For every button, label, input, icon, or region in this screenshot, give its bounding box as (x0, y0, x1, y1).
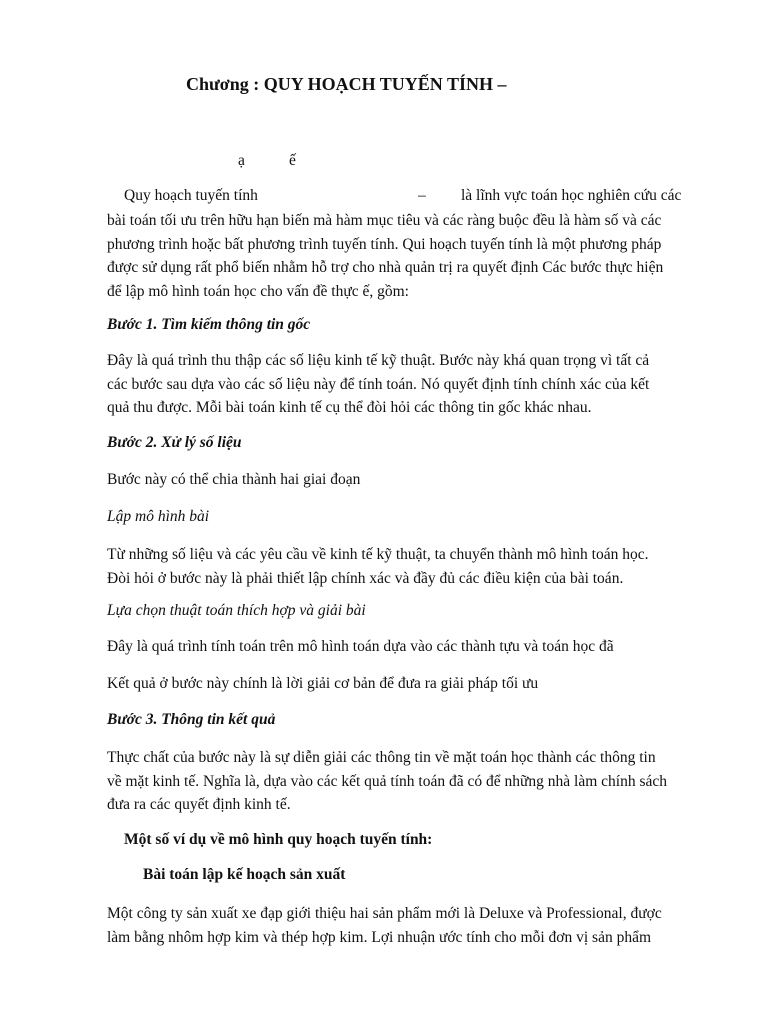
paragraph-line: quả thu được. Mỗi bài toán kinh tế cụ thể đòi hỏi các thông tin gốc khác nhau. (107, 399, 592, 416)
problem-paragraph (107, 902, 699, 949)
paragraph-line: làm bằng nhôm hợp kim và thép hợp kim. Lợi nhuận ước tính cho mỗi đơn vị sản phẩm (107, 928, 652, 946)
intro-term: Quy hoạch tuyến tính (124, 187, 258, 204)
step2-heading: Bước 2. Xử lý số liệu (107, 434, 242, 451)
paragraph-line: được sử dụng rất phổ biến nhằm hỗ trợ cho nhà quản trị ra quyết định Các bước thực hiện (107, 259, 664, 276)
step1-paragraph (107, 349, 699, 420)
paragraph-line: Đòi hỏi ở bước này là phải thiết lập chính xác và đầy đủ các điều kiện của bài toán. (107, 569, 624, 587)
step2-result-text: Kết quả ở bước này chính là lời giải cơ bản để đưa ra giải pháp tối ưu (107, 675, 539, 692)
paragraph-line: các bước sau dựa vào các số liệu này để tính toán. Nó quyết định tính chính xác của kết (107, 375, 650, 393)
paragraph-line: bài toán tối ưu trên hữu hạn biến mà hàm mục tiêu và các ràng buộc đều là hàm số và các (107, 212, 662, 229)
page-title: Chương : QUY HOẠCH TUYẾN TÍNH – (186, 74, 507, 94)
subtitle-fragment: ế (289, 152, 296, 169)
paragraph-line: Một công ty sản xuất xe đạp giới thiệu hai sản phẩm mới là Deluxe và Professional, được (107, 905, 662, 922)
subtitle-fragment: ạ (238, 152, 245, 169)
problem-heading: Bài toán lập kế hoạch sản xuất (143, 866, 346, 883)
intro-dash: – (418, 187, 426, 204)
step2-subheading-model: Lập mô hình bài (107, 508, 210, 525)
paragraph-line: Từ những số liệu và các yêu cầu về kinh tế kỹ thuật, ta chuyển thành mô hình toán học. (107, 546, 649, 563)
paragraph-line: để lập mô hình toán học cho vấn đề thực ế, gồm: (107, 282, 409, 300)
paragraph-line: đưa ra các quyết định kinh tế. (107, 796, 291, 813)
paragraph-line: Thực chất của bước này là sự diễn giải các thông tin về mặt toán học thành các thông tin (107, 749, 656, 766)
step2-intro: Bước này có thể chia thành hai giai đoạn (107, 471, 361, 488)
intro-text-start: là lĩnh vực toán học nghiên cứu các (461, 187, 682, 204)
step2-algorithm-text: Đây là quá trình tính toán trên mô hình toán dựa vào các thành tựu và toán học đã (107, 638, 614, 655)
step2-model-paragraph (107, 543, 699, 590)
paragraph-line: về mặt kinh tế. Nghĩa là, dựa vào các kết quả tính toán đã có để những nhà làm chính sách (107, 772, 667, 790)
step3-heading: Bước 3. Thông tin kết quả (107, 711, 276, 728)
intro-paragraph (107, 209, 699, 303)
paragraph-line: Đây là quá trình thu thập các số liệu kinh tế kỹ thuật. Bước này khá quan trọng vì tất cả (107, 352, 650, 369)
paragraph-line: phương trình hoặc bất phương trình tuyến tính. Qui hoạch tuyến tính là một phương pháp (107, 235, 662, 253)
step1-heading: Bước 1. Tìm kiếm thông tin gốc (107, 316, 311, 333)
step3-paragraph (107, 746, 699, 817)
examples-heading: Một số ví dụ về mô hình quy hoạch tuyến tính: (124, 831, 433, 848)
step2-subheading-algorithm: Lựa chọn thuật toán thích hợp và giải bài (107, 602, 366, 619)
